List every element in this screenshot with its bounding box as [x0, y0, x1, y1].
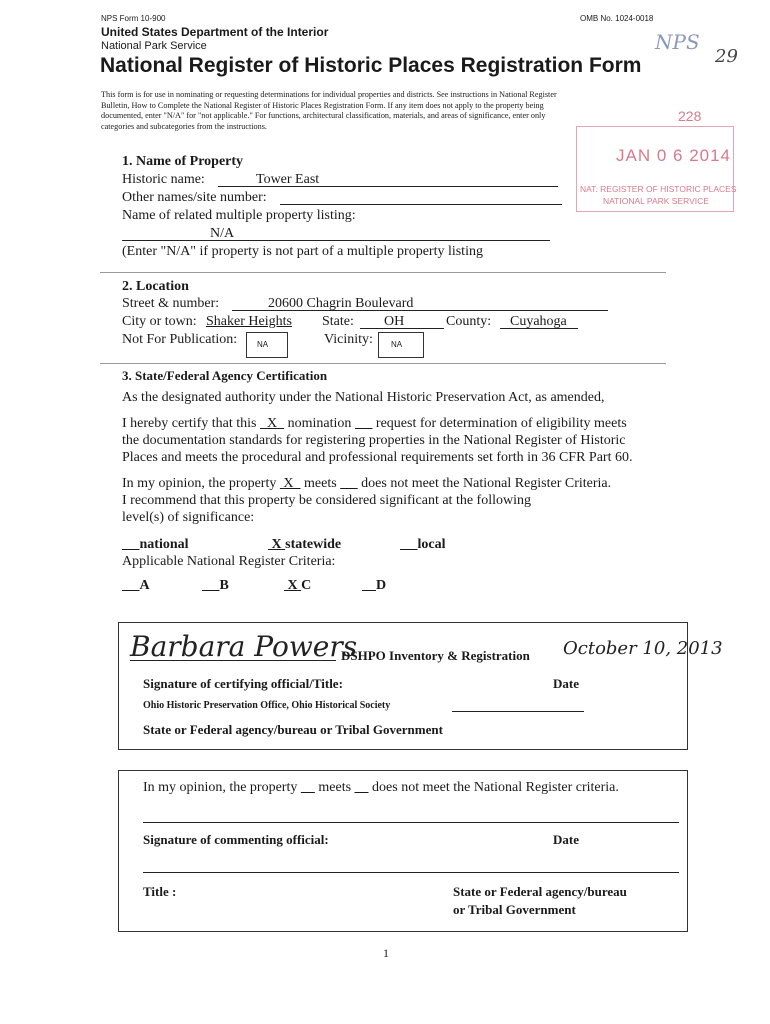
- not-for-publication-label: Not For Publication:: [122, 332, 238, 347]
- cert-text: I hereby certify that this: [122, 416, 257, 431]
- cert-text: I recommend that this property be considered significant at the following: [122, 493, 531, 508]
- instructions-line: categories and subcategories from the instructions.: [101, 121, 267, 131]
- level-local: [400, 537, 446, 553]
- level-label: statewide: [285, 537, 342, 552]
- statewide-mark-value: X: [271, 537, 282, 552]
- not-for-publication-value: NA: [257, 340, 269, 349]
- criterion-label: A: [139, 578, 150, 593]
- cert-text: request for determination of eligibility meets: [375, 416, 627, 431]
- certifying-signature-label: Signature of certifying official/Title:: [143, 676, 343, 691]
- vicinity-value: NA: [391, 340, 403, 349]
- criterion-c: [284, 578, 311, 594]
- commenting-agency-label-1: State or Federal agency/bureau: [453, 884, 627, 899]
- city-label: City or town:: [122, 314, 197, 329]
- cert-text: meets: [304, 476, 337, 491]
- criterion-a: [122, 578, 150, 594]
- certification-date: October 10, 2013: [563, 638, 723, 659]
- opinion-text: does not meet the National Register criteria.: [372, 780, 619, 795]
- service: National Park Service: [101, 40, 207, 52]
- certification-date-label: Date: [553, 676, 579, 691]
- level-national: [122, 537, 189, 553]
- page-number: 1: [383, 946, 389, 960]
- criterion-d: [362, 578, 386, 594]
- cert-authority: As the designated authority under the National Historic Preservation Act, as amended,: [122, 390, 605, 405]
- street-value: 20600 Chagrin Boulevard: [268, 296, 414, 311]
- stamp-date: JAN 0 6 2014: [616, 146, 732, 165]
- meets-mark-value: X: [283, 476, 294, 491]
- handwritten-number: 29: [715, 46, 738, 67]
- related-listing-label: Name of related multiple property listing:: [122, 208, 356, 223]
- cert-text: the documentation standards for registering properties in the National Register of Historic: [122, 433, 626, 448]
- historic-name-value: Tower East: [256, 172, 320, 187]
- certifying-office: Ohio Historic Preservation Office, Ohio Historical Society: [143, 700, 391, 711]
- level-statewide: [268, 537, 341, 553]
- criterion-label: C: [301, 578, 312, 593]
- city-value: Shaker Heights: [206, 314, 292, 329]
- opinion-line: [122, 476, 611, 492]
- stamp-line1: NAT. REGISTER OF HISTORIC PLACES: [580, 184, 737, 194]
- cert-text: does not meet the National Register Criteria.: [361, 476, 612, 491]
- stamp-number: 228: [678, 108, 702, 124]
- vicinity-label: Vicinity:: [324, 332, 373, 347]
- cert-text: level(s) of significance:: [122, 510, 255, 525]
- other-names-line: [280, 204, 562, 205]
- instructions-line: This form is for use in nominating or requesting determinations for individual properties and districts. See instructions in National Register: [101, 90, 557, 99]
- cert-nomination-line: [122, 416, 627, 432]
- instructions-line: Bulletin, How to Complete the National Register of Historic Places Registration Form. If any item does not apply to the property being: [101, 100, 544, 110]
- department: United States Department of the Interior: [101, 25, 329, 39]
- related-listing-value: N/A: [210, 226, 235, 241]
- cert-text: nomination: [287, 416, 352, 431]
- criterion-b: [202, 578, 229, 594]
- criterion-c-mark-value: X: [287, 578, 298, 593]
- historic-name-label: Historic name:: [122, 172, 205, 187]
- opinion-text: In my opinion, the property: [143, 780, 298, 795]
- certifier-title: DSHPO Inventory & Registration: [341, 648, 530, 663]
- commenting-signature-line: [143, 822, 679, 823]
- omb-number: OMB No. 1024-0018: [580, 14, 654, 23]
- form-number: NPS Form 10-900: [101, 14, 166, 23]
- office-line: [452, 711, 584, 712]
- certifying-agency-label: State or Federal agency/bureau or Tribal Government: [143, 722, 443, 737]
- state-value: OH: [384, 314, 405, 329]
- level-label: local: [417, 537, 446, 552]
- commenting-signature-label: Signature of commenting official:: [143, 832, 329, 847]
- not-for-publication-field[interactable]: [246, 332, 288, 358]
- state-label: State:: [322, 314, 354, 329]
- commenting-agency-label-2: or Tribal Government: [453, 902, 576, 917]
- related-listing-line: [122, 240, 550, 241]
- related-listing-note: (Enter "N/A" if property is not part of a multiple property listing: [122, 244, 483, 259]
- commenting-opinion: [143, 780, 619, 796]
- divider: [100, 272, 666, 273]
- section1-heading: 1. Name of Property: [122, 154, 244, 169]
- handwritten-nps: NPS: [655, 30, 700, 54]
- cert-text: Places and meets the procedural and professional requirements set forth in 36 CFR Part 60.: [122, 450, 633, 465]
- cert-text: In my opinion, the property: [122, 476, 277, 491]
- page-title: National Register of Historic Places Registration Form: [100, 54, 642, 77]
- signature-line: [130, 660, 336, 661]
- vicinity-field[interactable]: [378, 332, 424, 358]
- commenting-title-label: Title :: [143, 884, 177, 899]
- other-names-label: Other names/site number:: [122, 190, 267, 205]
- section3-heading: 3. State/Federal Agency Certification: [122, 368, 328, 383]
- instructions-line: documented, enter "N/A" for "not applicable." For functions, architectural classification, materials, and areas of significance, enter only: [101, 111, 546, 120]
- criteria-label: Applicable National Register Criteria:: [122, 554, 336, 569]
- stamp-line2: NATIONAL PARK SERVICE: [603, 196, 709, 206]
- street-label: Street & number:: [122, 296, 220, 311]
- divider: [100, 363, 666, 364]
- commenting-title-line: [143, 872, 679, 873]
- certifying-signature: Barbara Powers: [130, 630, 358, 663]
- criterion-label: D: [376, 578, 387, 593]
- nomination-mark: [260, 416, 284, 431]
- county-value: Cuyahoga: [510, 314, 567, 329]
- county-label: County:: [446, 314, 492, 329]
- level-label: national: [139, 537, 189, 552]
- opinion-text: meets: [318, 780, 352, 795]
- criterion-label: B: [219, 578, 229, 593]
- section2-heading: 2. Location: [122, 279, 189, 294]
- nomination-mark-value: X: [267, 416, 278, 431]
- commenting-date-label: Date: [553, 832, 579, 847]
